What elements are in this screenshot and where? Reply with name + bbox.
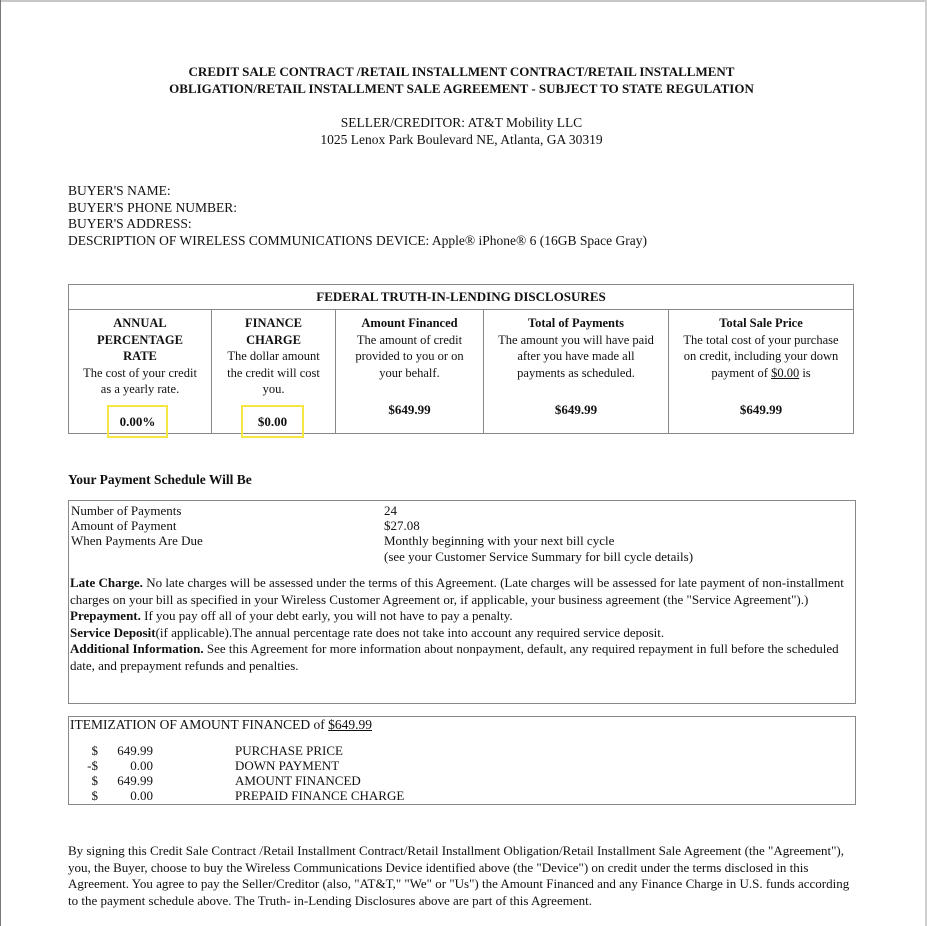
row-currency: $ [91,773,98,788]
buyer-address-label: BUYER'S ADDRESS: [68,216,192,231]
apr-value-highlight: 0.00% [107,405,168,438]
row-description: PURCHASE PRICE [235,743,343,758]
itemization-row [69,788,855,803]
itemization-row [69,743,855,758]
number-of-payments-label: Number of Payments [71,503,182,518]
tila-heading: FEDERAL TRUTH-IN-LENDING DISCLOSURES [69,285,853,310]
schedule-terms [70,575,850,674]
payments-due-value [384,533,693,564]
buyer-phone-label: BUYER'S PHONE NUMBER: [68,199,237,215]
sale-desc-3 [669,365,853,382]
total-sale-price-value: $649.99 [739,402,783,417]
row-amount: 0.00 [130,758,153,773]
buyer-name-label: BUYER'S NAME: [68,183,171,198]
payments-desc-3: payments as scheduled. [517,365,635,380]
payments-due-label: When Payments Are Due [71,533,203,548]
financed-header: Amount Financed [361,316,458,330]
seller-address: 1025 Lenox Park Boulevard NE, Atlanta, GA 30319 [320,132,603,147]
finance-header-2: CHARGE [246,332,301,347]
finance-header-1: FINANCE [245,316,302,330]
row-currency: $ [91,788,98,803]
title-line-2: OBLIGATION/RETAIL INSTALLMENT SALE AGREEMENT - SUBJECT TO STATE REGULATION [169,81,754,96]
payments-header: Total of Payments [527,316,625,330]
itemization-heading-amount: $649.99 [328,717,372,732]
total-sale-price-column [668,310,853,433]
additional-info-label: Additional Information. [70,641,204,656]
truth-in-lending-table [68,284,854,434]
itemization-row [69,758,855,773]
finance-charge-value-highlight: $0.00 [241,405,304,438]
service-deposit-paragraph [70,625,850,642]
sale-header: Total Sale Price [719,316,803,330]
row-currency: $ [91,743,98,758]
apr-desc-2: as a yearly rate. [100,382,180,396]
title-line-1: CREDIT SALE CONTRACT /RETAIL INSTALLMENT CONTRACT/RETAIL INSTALLMENT [188,64,735,79]
financed-desc-3: your behalf. [379,365,440,380]
payment-schedule-box [68,500,856,704]
finance-desc-2: the credit will cost [227,365,320,380]
row-currency: -$ [87,758,98,773]
page-edge-top [0,0,927,2]
payments-due-line-1: Monthly beginning with your next bill cycle [384,533,615,548]
row-amount: 0.00 [130,788,153,803]
row-description: PREPAID FINANCE CHARGE [235,788,405,803]
apr-header-3: RATE [123,349,157,363]
row-amount: 649.99 [117,773,153,788]
late-charge-label: Late Charge. [70,575,143,590]
service-deposit-label: Service Deposit [70,624,156,640]
apr-header-2: PERCENTAGE [97,332,183,347]
financed-desc-1: The amount of credit [356,332,463,347]
amount-of-payment-value: $27.08 [384,518,420,533]
sale-desc-3a: payment of [711,365,772,380]
down-payment-amount: $0.00 [771,365,800,380]
amount-of-payment-label: Amount of Payment [71,518,177,533]
itemization-heading-text: ITEMIZATION OF AMOUNT FINANCED of [70,717,329,732]
additional-info-paragraph [70,641,850,674]
agreement-paragraph: By signing this Credit Sale Contract /Retail Installment Contract/Retail Installment Obligation/Retail Installment Sale Agreement (the "Agreement"), you, the Buyer, choose to buy the Wireless Communications Device identified above (the "Device") on credit under the terms disclosed in this Agreement. You agree to pay the Seller/Creditor (also, "AT&T," "We" or "Us") the Amount Financed and any Finance Charge in U.S. funds according to the payment schedule above. The Truth- in-Lending Disclosures above are part of this Agreement. [68,843,850,908]
seller-name: SELLER/CREDITOR: AT&T Mobility LLC [340,115,583,130]
total-payments-column [483,310,668,433]
finance-desc-1: The dollar amount [227,349,320,363]
sale-desc-2: on credit, including your down [683,349,839,363]
apr-header-1: ANNUAL [113,316,167,330]
device-description: DESCRIPTION OF WIRELESS COMMUNICATIONS DEVICE: Apple® iPhone® 6 (16GB Space Gray) [68,232,647,248]
sale-desc-3c: is [799,365,811,380]
itemization-box [68,716,856,805]
amount-financed-column [335,310,483,433]
amount-financed-value: $649.99 [388,402,431,417]
itemization-heading [70,717,372,733]
itemization-row [69,773,855,788]
payments-due-line-2: (see your Customer Service Summary for bill cycle details) [384,548,694,564]
payment-schedule-title: Your Payment Schedule Will Be [68,472,252,487]
sale-desc-1: The total cost of your purchase [683,332,839,347]
row-description: DOWN PAYMENT [235,758,340,773]
prepayment-label: Prepayment. [70,608,141,623]
financed-desc-2: provided to you or on [355,349,464,363]
total-payments-value: $649.99 [554,402,598,417]
prepayment-text: If you pay off all of your debt early, you will not have to pay a penalty. [140,608,513,623]
additional-info-text: See this Agreement for more information about nonpayment, default, any required repayment in full before the scheduled date, and prepayment refunds and penalties. [70,641,839,673]
row-amount: 649.99 [117,743,153,758]
payments-desc-1: The amount you will have paid [498,332,654,347]
row-description: AMOUNT FINANCED [235,773,361,788]
late-charge-paragraph [70,575,850,608]
number-of-payments-value: 24 [384,503,397,518]
late-charge-text: No late charges will be assessed under the terms of this Agreement. (Late charges will be assessed for late payment of non-installment charges on your bill as specified in your Wireless Customer Agreement or, if applicable, your business agreement (the "Service Agreement").) [70,575,844,607]
finance-desc-3: you. [262,382,285,396]
service-deposit-text: (if applicable).The annual percentage rate does not take into account any required service deposit. [155,624,665,640]
page-edge-left [0,0,1,926]
payments-desc-2: after you have made all [517,349,635,363]
prepayment-paragraph [70,608,850,625]
buyer-info [68,183,647,249]
contract-title [70,63,853,97]
apr-desc-1: The cost of your credit [83,365,197,380]
seller-block [70,114,853,148]
